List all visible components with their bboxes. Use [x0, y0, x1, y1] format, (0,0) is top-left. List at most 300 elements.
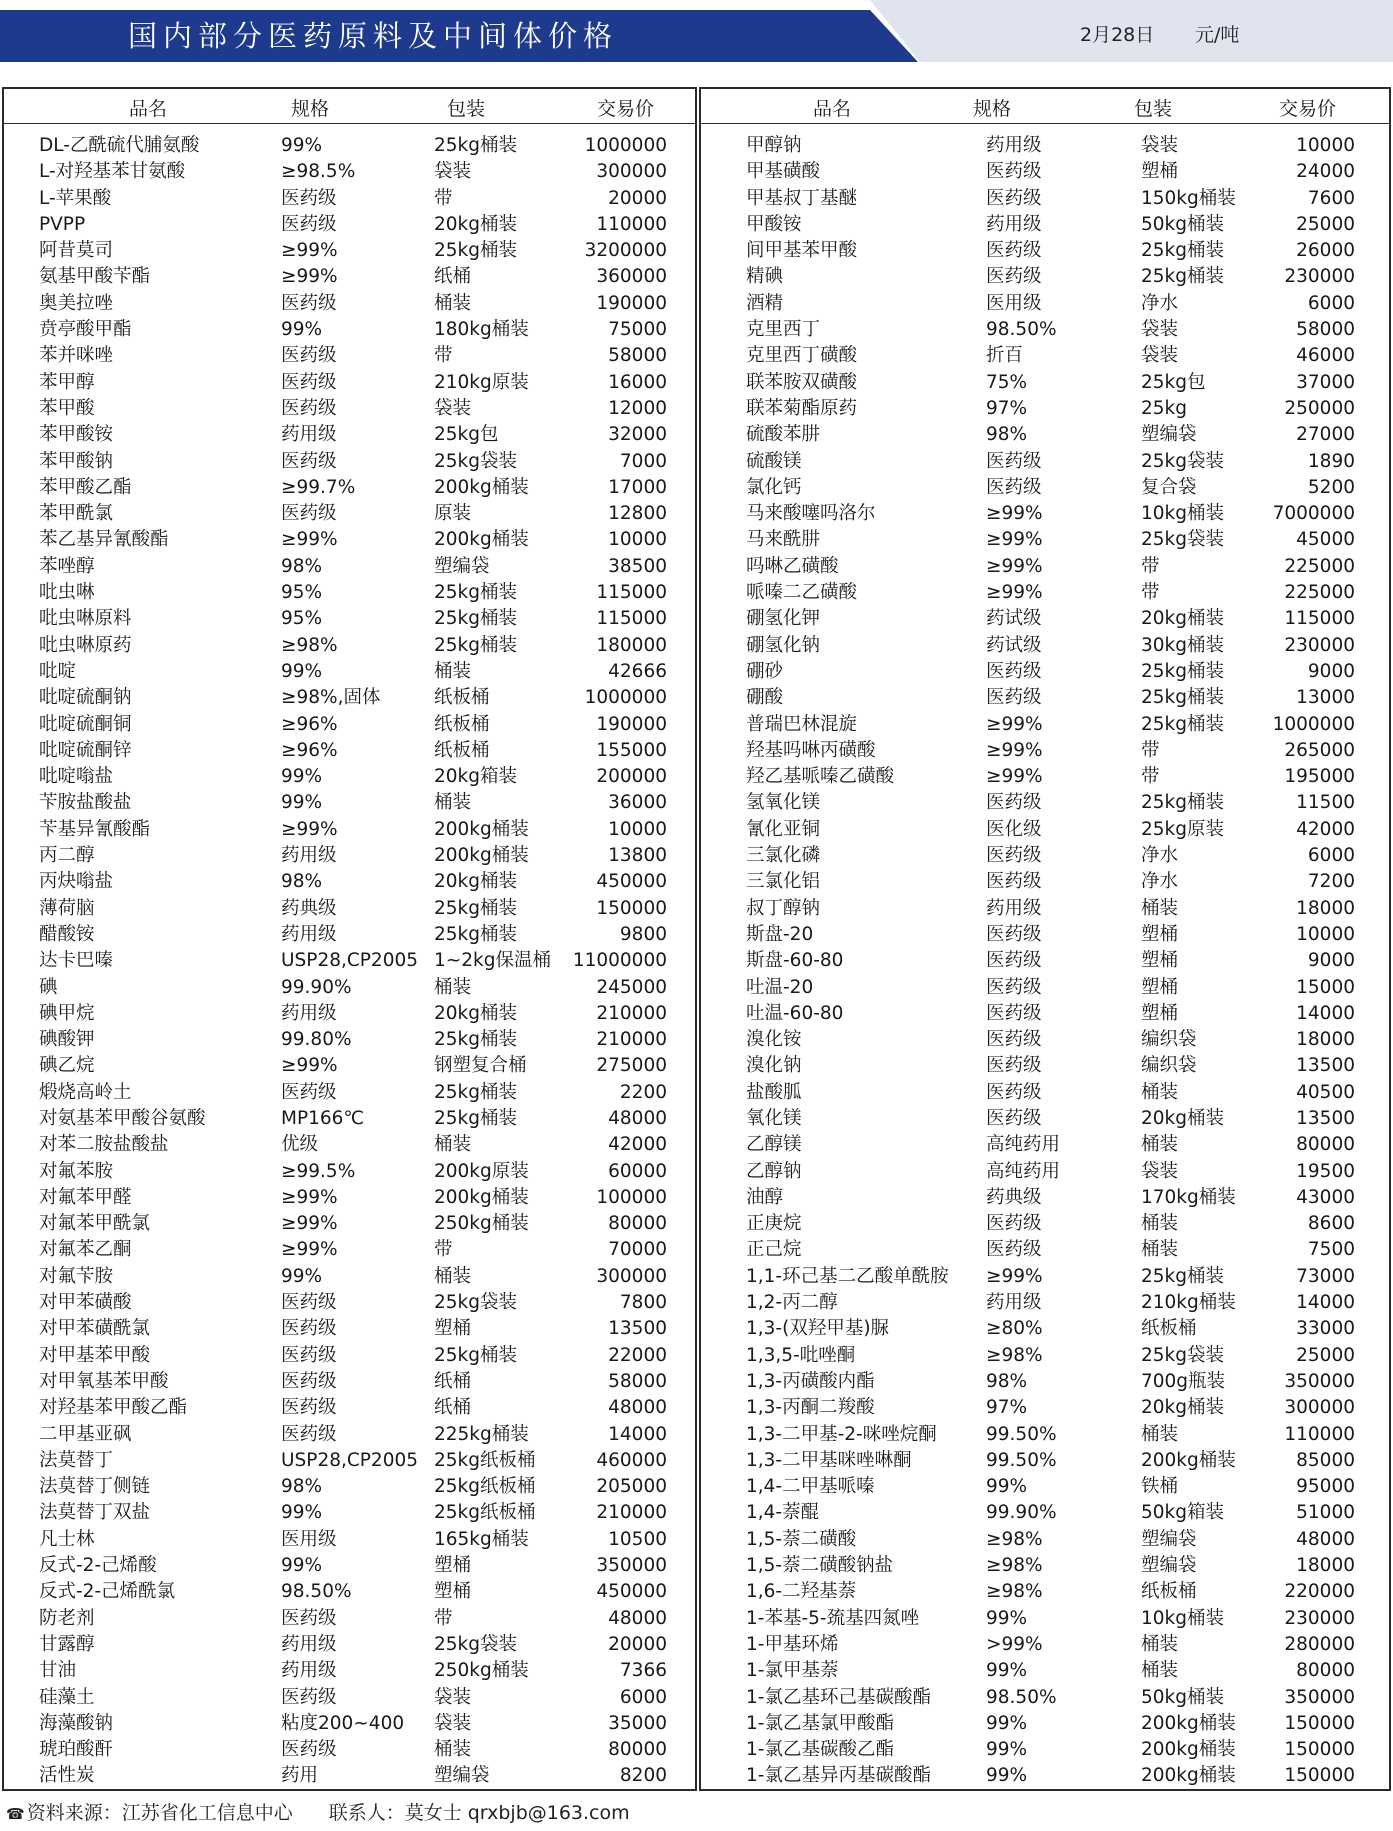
cell-package: 袋装: [1141, 1160, 1179, 1182]
table-row: [4, 712, 695, 738]
cell-spec: 98.50%: [281, 1581, 352, 1603]
cell-price: 19500: [1296, 1160, 1355, 1182]
cell-name: 苯乙基异氰酸酯: [39, 529, 169, 551]
cell-package: 纸板桶: [434, 713, 490, 735]
table-row: [701, 1737, 1389, 1763]
cell-spec: 药用级: [281, 1633, 337, 1655]
cell-spec: 粘度200~400: [281, 1712, 405, 1734]
cell-spec: 99%: [986, 1607, 1028, 1629]
cell-name: 碘酸钾: [39, 1029, 95, 1051]
cell-spec: 医药级: [281, 1318, 337, 1340]
cell-name: 对氨基苯甲酸谷氨酸: [39, 1107, 206, 1129]
cell-spec: 医药级: [281, 187, 337, 209]
cell-name: 1-氯乙基环己基碳酸酯: [746, 1686, 931, 1708]
cell-name: 马来酰肼: [746, 529, 821, 551]
cell-price: 37000: [1296, 371, 1355, 393]
cell-package: 10kg桶装: [1141, 503, 1224, 525]
cell-spec: 医药级: [281, 371, 337, 393]
cell-spec: 药用级: [281, 845, 337, 867]
cell-package: 净水: [1141, 292, 1179, 314]
cell-name: 苯并咪唑: [39, 345, 114, 367]
cell-name: 斯盘-20: [746, 923, 814, 945]
cell-package: 210kg原装: [434, 371, 529, 393]
table-header-left: [4, 89, 695, 124]
cell-name: 对甲基苯甲酸: [39, 1344, 151, 1366]
table-row: [4, 133, 695, 159]
cell-spec: ≥99%: [986, 529, 1043, 551]
table-row: [4, 527, 695, 553]
table-row: [701, 527, 1389, 553]
cell-spec: ≥99%: [986, 739, 1043, 761]
cell-package: 袋装: [434, 161, 472, 183]
cell-package: 25kg桶装: [434, 923, 517, 945]
cell-spec: 医药级: [986, 871, 1042, 893]
table-row: [701, 449, 1389, 475]
cell-package: 25kg袋装: [434, 450, 517, 472]
table-row: [4, 1316, 695, 1342]
cell-price: 265000: [1284, 739, 1355, 761]
table-row: [701, 1422, 1389, 1448]
cell-package: 带: [1141, 582, 1160, 604]
cell-price: 9000: [1307, 950, 1355, 972]
cell-price: 25000: [1296, 1344, 1355, 1366]
cell-spec: 99.80%: [281, 1029, 352, 1051]
table-row: [4, 685, 695, 711]
table-row: [4, 186, 695, 212]
cell-price: 110000: [596, 213, 667, 235]
table-row: [701, 396, 1389, 422]
cell-package: 25kg袋装: [1141, 1344, 1224, 1366]
cell-package: 25kg桶装: [1141, 1265, 1224, 1287]
cell-price: 80000: [608, 1739, 667, 1761]
cell-price: 450000: [596, 1581, 667, 1603]
cell-name: 吡虫啉原药: [39, 634, 132, 656]
cell-price: 25000: [1296, 213, 1355, 235]
cell-name: L-对羟基苯甘氨酸: [39, 161, 186, 183]
cell-name: 反式-2-己烯酰氯: [39, 1581, 176, 1603]
table-row: [4, 1422, 695, 1448]
table-header-right: [701, 89, 1389, 124]
cell-package: 180kg桶装: [434, 319, 529, 341]
cell-spec: 医药级: [281, 1739, 337, 1761]
cell-price: 45000: [1296, 529, 1355, 551]
cell-package: 25kg桶装: [434, 582, 517, 604]
cell-package: 袋装: [1141, 135, 1179, 156]
table-row: [701, 1185, 1389, 1211]
cell-spec: 医药级: [281, 1292, 337, 1314]
cell-price: 150000: [596, 897, 667, 919]
cell-spec: ≥99%: [281, 529, 338, 551]
cell-package: 200kg桶装: [1141, 1712, 1236, 1734]
cell-name: 1,3,5-吡唑酮: [746, 1344, 856, 1366]
cell-price: 210000: [596, 1502, 667, 1524]
cell-name: 氰化亚铜: [746, 818, 821, 840]
cell-name: 醋酸铵: [39, 923, 95, 945]
cell-price: 9000: [1307, 660, 1355, 682]
cell-price: 48000: [608, 1397, 667, 1419]
cell-price: 13800: [608, 845, 667, 867]
cell-price: 46000: [1296, 345, 1355, 367]
cell-name: 吗啉乙磺酸: [746, 555, 839, 577]
cell-package: 25kg袋装: [434, 1292, 517, 1314]
cell-name: 1,5-萘二磺酸钠盐: [746, 1555, 894, 1577]
cell-name: 苄胺盐酸盐: [39, 792, 132, 814]
cell-spec: ≥99.7%: [281, 476, 356, 498]
cell-spec: 医药级: [986, 792, 1042, 814]
cell-name: 对氟苯胺: [39, 1160, 114, 1182]
cell-spec: ≥99%: [281, 1239, 338, 1261]
cell-price: 225000: [1284, 555, 1355, 577]
cell-spec: ≥99%: [986, 766, 1043, 788]
cell-name: 氯化钙: [746, 476, 802, 498]
cell-price: 180000: [596, 634, 667, 656]
cell-price: 85000: [1296, 1449, 1355, 1471]
column-header-package: 包装: [1134, 98, 1173, 120]
cell-name: 吡虫啉: [39, 582, 95, 604]
cell-price: 190000: [596, 292, 667, 314]
cell-spec: 医药级: [281, 1686, 337, 1708]
cell-price: 42000: [608, 1134, 667, 1156]
table-row: [701, 343, 1389, 369]
table-row: [4, 790, 695, 816]
table-row: [701, 1369, 1389, 1395]
table-row: [701, 1658, 1389, 1684]
cell-spec: 99.50%: [986, 1423, 1057, 1445]
table-row: [701, 580, 1389, 606]
cell-price: 80000: [608, 1213, 667, 1235]
cell-name: 联苯胺双磺酸: [746, 371, 858, 393]
cell-price: 16000: [608, 371, 667, 393]
cell-package: 桶装: [1141, 1660, 1179, 1682]
cell-package: 编织袋: [1141, 1029, 1197, 1051]
cell-name: 甘油: [39, 1660, 77, 1682]
cell-price: 12800: [608, 503, 667, 525]
cell-name: 活性炭: [39, 1765, 95, 1787]
cell-price: 205000: [596, 1476, 667, 1498]
cell-package: 纸桶: [434, 1397, 472, 1419]
cell-price: 300000: [596, 1265, 667, 1287]
cell-name: 贲亭酸甲酯: [39, 319, 132, 341]
cell-price: 27000: [1296, 424, 1355, 446]
contact-label: 联系人：莫女士 qrxbjb@163.com: [328, 1802, 630, 1824]
cell-spec: 医药级: [986, 1107, 1042, 1129]
cell-price: 48000: [608, 1107, 667, 1129]
cell-package: 25kg: [1141, 397, 1187, 419]
table-row: [4, 291, 695, 317]
cell-price: 73000: [1296, 1265, 1355, 1287]
table-row: [4, 869, 695, 895]
cell-price: 12000: [608, 397, 667, 419]
cell-name: 凡士林: [39, 1528, 95, 1550]
cell-price: 22000: [608, 1344, 667, 1366]
cell-package: 150kg桶装: [1141, 187, 1236, 209]
cell-package: 桶装: [1141, 1633, 1179, 1655]
cell-spec: USP28,CP2005: [281, 950, 419, 972]
table-row: [4, 238, 695, 264]
cell-spec: 99%: [281, 766, 323, 788]
cell-package: 塑桶: [1141, 950, 1179, 972]
cell-name: 马来酸噻吗洛尔: [746, 503, 876, 525]
table-row: [701, 1001, 1389, 1027]
cell-name: 联苯菊酯原药: [746, 397, 858, 419]
cell-package: 纸板桶: [434, 687, 490, 709]
cell-spec: ≥98%: [986, 1581, 1043, 1603]
cell-price: 13500: [1296, 1107, 1355, 1129]
cell-name: 1,3-二甲基-2-咪唑烷酮: [746, 1423, 937, 1445]
cell-spec: 药典级: [986, 1186, 1042, 1208]
cell-package: 25kg纸板桶: [434, 1449, 536, 1471]
table-row: [701, 1080, 1389, 1106]
cell-price: 8600: [1307, 1213, 1355, 1235]
cell-spec: ≥99.5%: [281, 1160, 356, 1182]
cell-price: 1000000: [584, 135, 667, 156]
cell-name: 薄荷脑: [39, 897, 95, 919]
cell-name: 丙二醇: [39, 845, 95, 867]
cell-name: 羟乙基哌嗪乙磺酸: [746, 766, 895, 788]
cell-spec: ≥98%: [986, 1555, 1043, 1577]
cell-name: 苯甲酸乙酯: [39, 476, 132, 498]
cell-package: 25kg桶装: [434, 1081, 517, 1103]
column-header-name: 品名: [813, 98, 852, 120]
cell-price: 14000: [1296, 1002, 1355, 1024]
cell-name: 1-苯基-5-巯基四氮唑: [746, 1607, 920, 1629]
cell-package: 桶装: [434, 792, 472, 814]
cell-name: 精碘: [746, 266, 784, 288]
cell-name: 碘: [39, 976, 58, 998]
cell-spec: ≥99%: [986, 555, 1043, 577]
cell-name: 1,3-丙酮二羧酸: [746, 1397, 875, 1419]
cell-spec: 医药级: [281, 397, 337, 419]
cell-name: 溴化铵: [746, 1029, 802, 1051]
cell-price: 7800: [619, 1292, 667, 1314]
table-row: [701, 501, 1389, 527]
cell-package: 20kg桶装: [1141, 1397, 1224, 1419]
cell-name: 正庚烷: [746, 1213, 802, 1235]
cell-price: 6000: [1307, 845, 1355, 867]
cell-package: 塑编袋: [1141, 424, 1197, 446]
cell-package: 塑桶: [434, 1581, 472, 1603]
cell-spec: 99%: [986, 1739, 1028, 1761]
table-row: [4, 501, 695, 527]
cell-package: 桶装: [1141, 1213, 1179, 1235]
cell-name: 对甲苯磺酸: [39, 1292, 132, 1314]
cell-price: 15000: [1296, 976, 1355, 998]
cell-spec: ≥96%: [281, 739, 338, 761]
cell-package: 200kg桶装: [434, 529, 529, 551]
cell-package: 纸板桶: [434, 739, 490, 761]
cell-spec: 医药级: [986, 1239, 1042, 1261]
cell-spec: 99%: [281, 1502, 323, 1524]
cell-package: 塑编袋: [434, 1765, 490, 1787]
cell-spec: 医用级: [986, 292, 1042, 314]
cell-name: 甲基叔丁基醚: [746, 187, 858, 209]
cell-name: 甲醇钠: [746, 135, 802, 156]
table-row: [701, 291, 1389, 317]
cell-spec: 药典级: [281, 897, 337, 919]
cell-spec: 医药级: [986, 187, 1042, 209]
cell-package: 塑桶: [434, 1555, 472, 1577]
table-row: [701, 922, 1389, 948]
cell-spec: 99%: [281, 660, 323, 682]
cell-price: 36000: [608, 792, 667, 814]
cell-package: 纸桶: [434, 1370, 472, 1392]
table-row: [701, 1527, 1389, 1553]
cell-name: 氨基甲酸苄酯: [39, 266, 151, 288]
cell-spec: 医药级: [281, 213, 337, 235]
cell-package: 带: [434, 187, 453, 209]
cell-package: 桶装: [434, 1134, 472, 1156]
cell-spec: 医药级: [986, 845, 1042, 867]
cell-spec: 98%: [281, 1476, 323, 1498]
column-header-spec: 规格: [291, 98, 330, 120]
cell-name: 苯甲酸: [39, 397, 95, 419]
cell-price: 20000: [608, 187, 667, 209]
cell-spec: 药用级: [281, 1660, 337, 1682]
table-row: [4, 1606, 695, 1632]
table-row: [701, 370, 1389, 396]
table-row: [701, 869, 1389, 895]
cell-name: 1,5-萘二磺酸: [746, 1528, 857, 1550]
table-row: [4, 1001, 695, 1027]
cell-name: PVPP: [39, 213, 86, 235]
column-header-spec: 规格: [973, 98, 1012, 120]
cell-price: 450000: [596, 871, 667, 893]
table-row: [4, 1474, 695, 1500]
cell-name: 1-氯乙基碳酸乙酯: [746, 1739, 894, 1761]
cell-spec: ≥99%: [986, 582, 1043, 604]
cell-name: 硅藻土: [39, 1686, 95, 1708]
cell-package: 1~2kg保温桶: [434, 950, 551, 972]
cell-package: 30kg桶装: [1141, 634, 1224, 656]
cell-spec: ≥99%: [281, 1186, 338, 1208]
cell-spec: 99.90%: [986, 1502, 1057, 1524]
table-row: [701, 1500, 1389, 1526]
cell-package: 200kg原装: [434, 1160, 529, 1182]
cell-spec: 折百: [986, 345, 1024, 367]
table-row: [4, 606, 695, 632]
cell-package: 带: [434, 345, 453, 367]
cell-name: 硫酸苯肼: [746, 424, 821, 446]
cell-package: 210kg桶装: [1141, 1292, 1236, 1314]
cell-name: 吡啶嗡盐: [39, 766, 114, 788]
table-row: [4, 975, 695, 1001]
cell-spec: 99%: [986, 1476, 1028, 1498]
table-row: [701, 896, 1389, 922]
cell-spec: 药用级: [986, 1292, 1042, 1314]
cell-package: 200kg桶装: [1141, 1765, 1236, 1787]
cell-name: 吡啶硫酮锌: [39, 739, 132, 761]
cell-name: 硼砂: [746, 660, 784, 682]
table-row: [4, 764, 695, 790]
cell-package: 25kg纸板桶: [434, 1476, 536, 1498]
cell-spec: 医药级: [986, 1081, 1042, 1103]
cell-price: 2200: [619, 1081, 667, 1103]
cell-name: 苯甲酸铵: [39, 424, 114, 446]
cell-name: 硼酸: [746, 687, 784, 709]
cell-package: 塑桶: [434, 1318, 472, 1340]
table-row: [701, 159, 1389, 185]
cell-price: 14000: [1296, 1292, 1355, 1314]
table-row: [4, 1211, 695, 1237]
cell-name: 三氯化铝: [746, 871, 821, 893]
table-row: [701, 554, 1389, 580]
cell-package: 25kg袋装: [1141, 529, 1224, 551]
header-banner: [0, 0, 1393, 68]
cell-price: 150000: [1284, 1712, 1355, 1734]
table-row: [701, 317, 1389, 343]
cell-package: 50kg桶装: [1141, 1686, 1224, 1708]
cell-spec: 99%: [986, 1765, 1028, 1787]
cell-name: 甘露醇: [39, 1633, 95, 1655]
cell-name: 正己烷: [746, 1239, 802, 1261]
cell-package: 25kg桶装: [434, 1107, 517, 1129]
cell-price: 11500: [1296, 792, 1355, 814]
cell-price: 230000: [1284, 634, 1355, 656]
cell-name: 法莫替丁侧链: [39, 1476, 151, 1498]
table-row: [701, 422, 1389, 448]
cell-name: 苯甲酸钠: [39, 450, 114, 472]
table-row: [4, 1448, 695, 1474]
cell-price: 18000: [1296, 1029, 1355, 1051]
cell-spec: 高纯药用: [986, 1160, 1061, 1182]
cell-spec: 医药级: [281, 1397, 337, 1419]
cell-price: 10000: [1296, 923, 1355, 945]
cell-package: 复合袋: [1141, 476, 1197, 498]
cell-spec: 99%: [281, 135, 323, 156]
table-row: [4, 1185, 695, 1211]
table-row: [701, 633, 1389, 659]
table-row: [701, 475, 1389, 501]
cell-name: 吡啶硫酮铜: [39, 713, 132, 735]
cell-name: 吡啶: [39, 660, 77, 682]
cell-name: L-苹果酸: [39, 187, 112, 209]
table-row: [701, 975, 1389, 1001]
cell-package: 250kg桶装: [434, 1213, 529, 1235]
cell-price: 10000: [608, 818, 667, 840]
cell-package: 20kg箱装: [434, 766, 517, 788]
cell-package: 25kg包: [434, 424, 499, 446]
cell-name: 煅烧高岭土: [39, 1081, 132, 1103]
cell-price: 10000: [608, 529, 667, 551]
cell-price: 7000000: [1272, 503, 1355, 525]
cell-spec: ≥99%: [986, 503, 1043, 525]
cell-spec: 医药级: [986, 1029, 1042, 1051]
cell-package: 桶装: [434, 1739, 472, 1761]
table-row: [4, 1237, 695, 1263]
table-row: [701, 948, 1389, 974]
cell-name: 法莫替丁: [39, 1449, 114, 1471]
cell-spec: ≥99%: [986, 713, 1043, 735]
cell-package: 桶装: [434, 660, 472, 682]
table-row: [701, 1264, 1389, 1290]
table-row: [701, 738, 1389, 764]
cell-price: 100000: [596, 1186, 667, 1208]
table-row: [701, 1711, 1389, 1737]
cell-price: 350000: [596, 1555, 667, 1577]
table-row: [4, 1632, 695, 1658]
cell-price: 60000: [608, 1160, 667, 1182]
cell-spec: 优级: [281, 1134, 319, 1156]
cell-spec: 医药级: [986, 476, 1042, 498]
cell-spec: 医药级: [281, 1344, 337, 1366]
table-row: [4, 554, 695, 580]
table-row: [701, 1132, 1389, 1158]
table-row: [4, 1685, 695, 1711]
cell-spec: 药用级: [986, 135, 1042, 156]
table-row: [4, 1711, 695, 1737]
cell-package: 袋装: [1141, 345, 1179, 367]
cell-price: 33000: [1296, 1318, 1355, 1340]
